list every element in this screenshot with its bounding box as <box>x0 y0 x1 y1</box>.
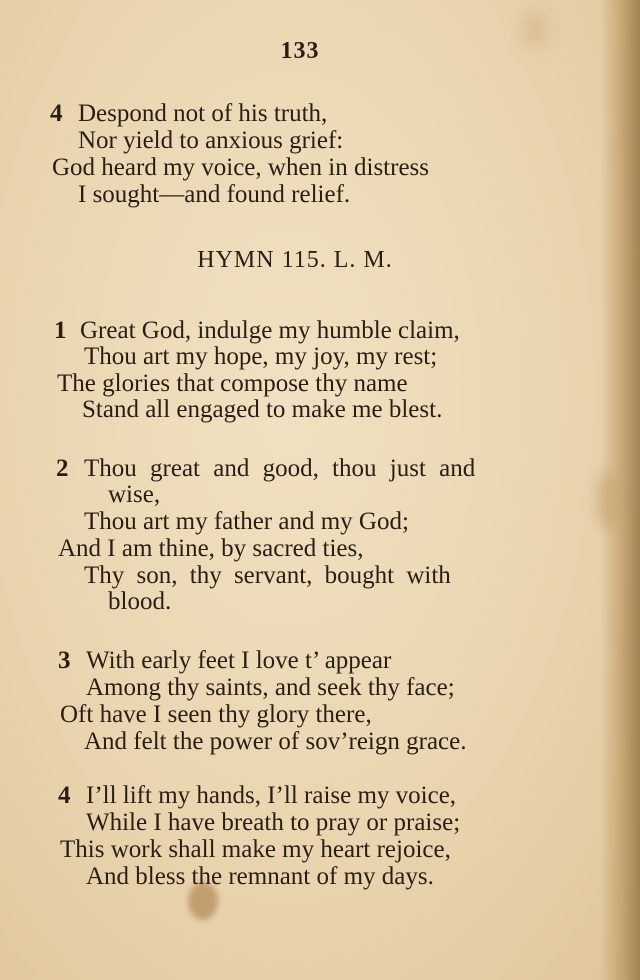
verse-line: The glories that compose thy name <box>57 370 408 397</box>
paper-stain <box>595 470 617 530</box>
hymn-title: HYMN 115. L. M. <box>197 247 393 273</box>
stanza-number: 4 <box>50 100 63 127</box>
stanza-number: 2 <box>56 455 69 482</box>
verse-line: And felt the power of sov’reign grace. <box>84 728 467 755</box>
stanza-number: 1 <box>54 317 67 344</box>
verse-line: And bless the remnant of my days. <box>86 863 434 890</box>
verse-line: God heard my voice, when in distress <box>52 154 430 181</box>
stanza-number: 4 <box>58 782 71 809</box>
verse-line: Among thy saints, and seek thy face; <box>86 674 455 701</box>
verse-line: wise, <box>108 481 161 508</box>
verse-line: Great God, indulge my humble claim, <box>80 317 460 344</box>
verse-line: And I am thine, by sacred ties, <box>58 535 364 562</box>
verse-line: With early feet I love t’ appear <box>86 647 392 674</box>
verse-line: Despond not of his truth, <box>78 100 328 127</box>
verse-line: This work shall make my heart rejoice, <box>60 836 451 863</box>
stanza-number: 3 <box>58 647 71 674</box>
verse-line: Nor yield to anxious grief: <box>78 127 344 154</box>
verse-line: Thou great and good, thou just and <box>84 455 476 482</box>
verse-line: I’ll lift my hands, I’ll raise my voice, <box>86 782 457 809</box>
verse-line: I sought—and found relief. <box>78 181 351 208</box>
verse-line: While I have breath to pray or praise; <box>86 809 461 836</box>
verse-line: Thou art my hope, my joy, my rest; <box>84 343 438 370</box>
verse-line: blood. <box>108 588 172 615</box>
verse-line: Thou art my father and my God; <box>84 508 409 535</box>
verse-line: Oft have I seen thy glory there, <box>60 701 372 728</box>
page-number: 133 <box>280 38 320 64</box>
verse-line: Stand all engaged to make me blest. <box>82 396 443 423</box>
verse-line: Thy son, thy servant, bought with <box>84 562 451 589</box>
